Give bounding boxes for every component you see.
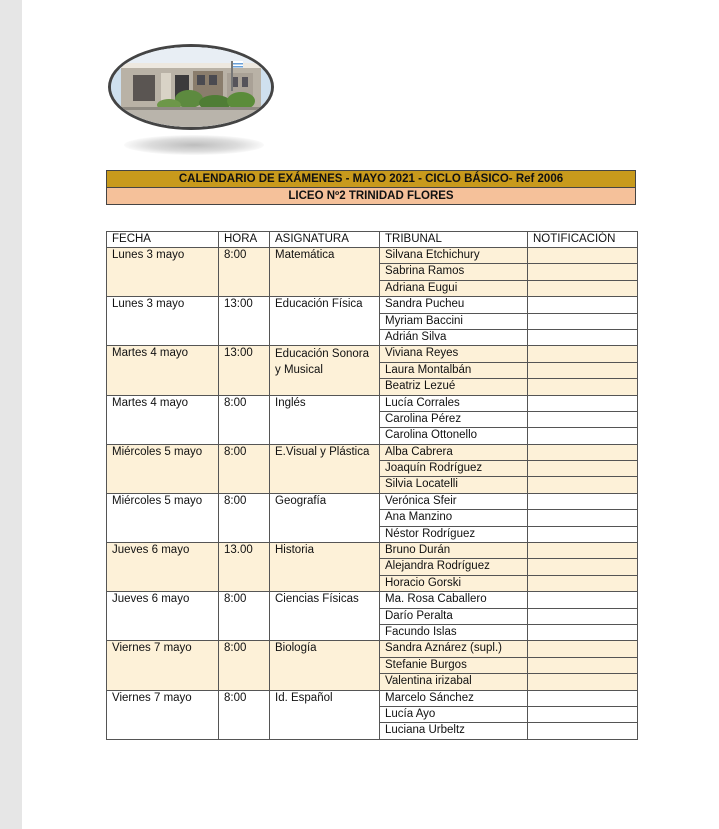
asignatura-cell: Biología (270, 641, 380, 690)
asignatura-cell: Id. Español (270, 690, 380, 739)
tribunal-cell: Lucía Ayo (380, 706, 528, 722)
notificacion-cell (528, 264, 638, 280)
fecha-cell: Lunes 3 mayo (107, 248, 219, 297)
tribunal-cell: Silvana Etchichury (380, 248, 528, 264)
tribunal-cell: Luciana Urbeltz (380, 723, 528, 739)
hora-cell: 8:00 (219, 248, 270, 297)
asignatura-cell: Geografía (270, 493, 380, 542)
header-asignatura: ASIGNATURA (270, 232, 380, 248)
tribunal-cell: Ma. Rosa Caballero (380, 592, 528, 608)
table-row (107, 444, 638, 460)
fecha-cell: Viernes 7 mayo (107, 690, 219, 739)
exam-schedule-table (106, 231, 638, 740)
notificacion-cell (528, 690, 638, 706)
tribunal-cell: Ana Manzino (380, 510, 528, 526)
notificacion-cell (528, 329, 638, 345)
tribunal-cell: Laura Montalbán (380, 362, 528, 378)
notificacion-cell (528, 510, 638, 526)
notificacion-cell (528, 428, 638, 444)
table-row (107, 297, 638, 313)
notificacion-cell (528, 543, 638, 559)
tribunal-cell: Myriam Baccini (380, 313, 528, 329)
tribunal-cell: Alba Cabrera (380, 444, 528, 460)
tribunal-cell: Facundo Islas (380, 624, 528, 640)
tribunal-cell: Carolina Pérez (380, 411, 528, 427)
fecha-cell: Jueves 6 mayo (107, 543, 219, 592)
notificacion-cell (528, 444, 638, 460)
table-row (107, 346, 638, 362)
table-row (107, 592, 638, 608)
fecha-cell: Miércoles 5 mayo (107, 444, 219, 493)
hora-cell: 13:00 (219, 346, 270, 395)
hora-cell: 8:00 (219, 641, 270, 690)
photo-shadow (124, 135, 264, 155)
table-row (107, 690, 638, 706)
fecha-cell: Lunes 3 mayo (107, 297, 219, 346)
hora-cell: 8:00 (219, 395, 270, 444)
notificacion-cell (528, 559, 638, 575)
document-title: CALENDARIO DE EXÁMENES - MAYO 2021 - CICLO BÁSICO- Ref 2006 (106, 170, 636, 188)
fecha-cell: Martes 4 mayo (107, 346, 219, 395)
notificacion-cell (528, 592, 638, 608)
tribunal-cell: Viviana Reyes (380, 346, 528, 362)
tribunal-cell: Lucía Corrales (380, 395, 528, 411)
header-tribunal: TRIBUNAL (380, 232, 528, 248)
notificacion-cell (528, 575, 638, 591)
tribunal-cell: Sandra Aznárez (supl.) (380, 641, 528, 657)
tribunal-cell: Alejandra Rodríguez (380, 559, 528, 575)
tribunal-cell: Adriana Eugui (380, 280, 528, 296)
tribunal-cell: Beatriz Lezué (380, 379, 528, 395)
notificacion-cell (528, 493, 638, 509)
table-row (107, 543, 638, 559)
tribunal-cell: Carolina Ottonello (380, 428, 528, 444)
asignatura-cell: Educación Sonora y Musical (270, 346, 380, 395)
fecha-cell: Viernes 7 mayo (107, 641, 219, 690)
tribunal-cell: Marcelo Sánchez (380, 690, 528, 706)
document-subtitle: LICEO Nº2 TRINIDAD FLORES (106, 188, 636, 205)
asignatura-cell: Matemática (270, 248, 380, 297)
tribunal-cell: Adrián Silva (380, 329, 528, 345)
table-row (107, 641, 638, 657)
fecha-cell: Martes 4 mayo (107, 395, 219, 444)
notificacion-cell (528, 362, 638, 378)
notificacion-cell (528, 379, 638, 395)
tribunal-cell: Néstor Rodríguez (380, 526, 528, 542)
table-row (107, 248, 638, 264)
header-notificacion: NOTIFICACIÓN (528, 232, 638, 248)
asignatura-cell: E.Visual y Plástica (270, 444, 380, 493)
notificacion-cell (528, 346, 638, 362)
tribunal-cell: Verónica Sfeir (380, 493, 528, 509)
tribunal-cell: Darío Peralta (380, 608, 528, 624)
tribunal-cell: Sandra Pucheu (380, 297, 528, 313)
notificacion-cell (528, 280, 638, 296)
notificacion-cell (528, 608, 638, 624)
header-fecha: FECHA (107, 232, 219, 248)
table-row (107, 493, 638, 509)
school-photo (108, 44, 274, 130)
table-header-row (107, 232, 638, 248)
notificacion-cell (528, 461, 638, 477)
hora-cell: 13.00 (219, 543, 270, 592)
header-hora: HORA (219, 232, 270, 248)
hora-cell: 8:00 (219, 444, 270, 493)
hora-cell: 8:00 (219, 690, 270, 739)
tribunal-cell: Bruno Durán (380, 543, 528, 559)
asignatura-cell: Historia (270, 543, 380, 592)
asignatura-cell: Ciencias Físicas (270, 592, 380, 641)
notificacion-cell (528, 477, 638, 493)
asignatura-cell: Educación Física (270, 297, 380, 346)
tribunal-cell: Sabrina Ramos (380, 264, 528, 280)
hora-cell: 8:00 (219, 493, 270, 542)
notificacion-cell (528, 395, 638, 411)
table-row (107, 395, 638, 411)
notificacion-cell (528, 297, 638, 313)
tribunal-cell: Joaquín Rodríguez (380, 461, 528, 477)
notificacion-cell (528, 526, 638, 542)
tribunal-cell: Stefanie Burgos (380, 657, 528, 673)
tribunal-cell: Horacio Gorski (380, 575, 528, 591)
tribunal-cell: Silvia Locatelli (380, 477, 528, 493)
asignatura-cell: Inglés (270, 395, 380, 444)
notificacion-cell (528, 723, 638, 739)
fecha-cell: Miércoles 5 mayo (107, 493, 219, 542)
notificacion-cell (528, 674, 638, 690)
notificacion-cell (528, 624, 638, 640)
notificacion-cell (528, 411, 638, 427)
hora-cell: 8:00 (219, 592, 270, 641)
hora-cell: 13:00 (219, 297, 270, 346)
tribunal-cell: Valentina irizabal (380, 674, 528, 690)
notificacion-cell (528, 313, 638, 329)
notificacion-cell (528, 248, 638, 264)
notificacion-cell (528, 641, 638, 657)
notificacion-cell (528, 657, 638, 673)
fecha-cell: Jueves 6 mayo (107, 592, 219, 641)
notificacion-cell (528, 706, 638, 722)
